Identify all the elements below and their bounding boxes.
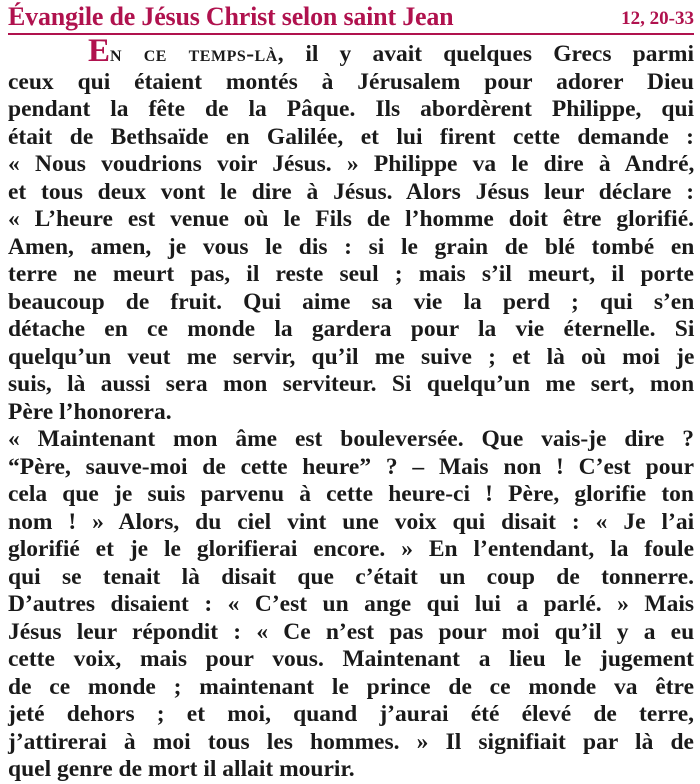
- reading-title: Évangile de Jésus Christ selon saint Jean: [8, 2, 454, 31]
- text-line: Jésus leur répondit : « Ce n’est pas pour moi qu’il y a eu: [8, 618, 695, 645]
- text-line: « L’heure est venue où le Fils de l’homme doit être glorifié.: [8, 206, 694, 232]
- text-line: « Nous voudrions voir Jésus. » Philippe va le dire à André,: [8, 151, 695, 177]
- text-line: jeté dehors ; et moi, quand j’aurai été élevé de terre,: [8, 701, 694, 727]
- text-line: quel genre de mort il allait mourir.: [8, 756, 355, 782]
- text-line: [8, 33, 695, 69]
- text-line: beaucoup de fruit. Qui aime sa vie la perd ; qui s’en: [8, 288, 695, 315]
- text-line: Amen, amen, je vous le dis : si le grain de blé tombé en: [8, 233, 695, 260]
- drop-cap: E: [88, 33, 111, 69]
- text-line: et tous deux vont le dire à Jésus. Alors Jésus leur déclare :: [8, 178, 695, 205]
- text-line: qui se tenait là disait que c’était un coup de tonnerre.: [8, 563, 694, 590]
- reading-header: [0, 0, 700, 33]
- text-line: j’attirerai à moi tous les hommes. » Il signifiait par là de: [8, 728, 694, 755]
- text-line: ceux qui étaient montés à Jérusalem pour adorer Dieu: [8, 68, 694, 95]
- text-line: de ce monde ; maintenant le prince de ce monde va être: [8, 673, 694, 700]
- scripture-reference: 12, 20-33: [621, 8, 694, 29]
- text-line: glorifié et je le glorifierai encore. » En l’entendant, la foule: [8, 536, 694, 562]
- text-line: pendant la fête de la Pâque. Ils abordèrent Philippe, qui: [8, 96, 695, 122]
- header-divider: [8, 33, 694, 35]
- text-line: Père l’honorera.: [8, 398, 172, 425]
- gospel-text: [8, 33, 695, 784]
- text-line: suis, là aussi sera mon serviteur. Si quelqu’un me sert, mon: [8, 371, 695, 397]
- text-line: quelqu’un veut me servir, qu’il me suive ; et là où moi je: [8, 343, 695, 370]
- text-line: cette voix, mais pour vous. Maintenant a lieu le jugement: [8, 646, 694, 672]
- text-line: “Père, sauve-moi de cette heure” ? – Mais non ! C’est pour: [8, 453, 694, 480]
- incipit: n ce temps-là,: [110, 41, 285, 67]
- text-line: nom ! » Alors, du ciel vint une voix qui disait : « Je l’ai: [8, 508, 695, 535]
- text-line: terre ne meurt pas, il reste seul ; mais s’il meurt, il porte: [8, 261, 694, 287]
- text-line: cela que je suis parvenu à cette heure-ci ! Père, glorifie ton: [8, 481, 694, 507]
- text-line: détache en ce monde la gardera pour la vie éternelle. Si: [8, 316, 695, 342]
- text-line: D’autres disaient : « C’est un ange qui lui a parlé. » Mais: [8, 591, 694, 617]
- text-line-content: il y avait quelques Grecs parmi: [284, 41, 695, 67]
- text-line: était de Bethsaïde en Galilée, et lui firent cette demande :: [8, 123, 694, 150]
- text-line: « Maintenant mon âme est bouleversée. Que vais-je dire ?: [8, 426, 694, 452]
